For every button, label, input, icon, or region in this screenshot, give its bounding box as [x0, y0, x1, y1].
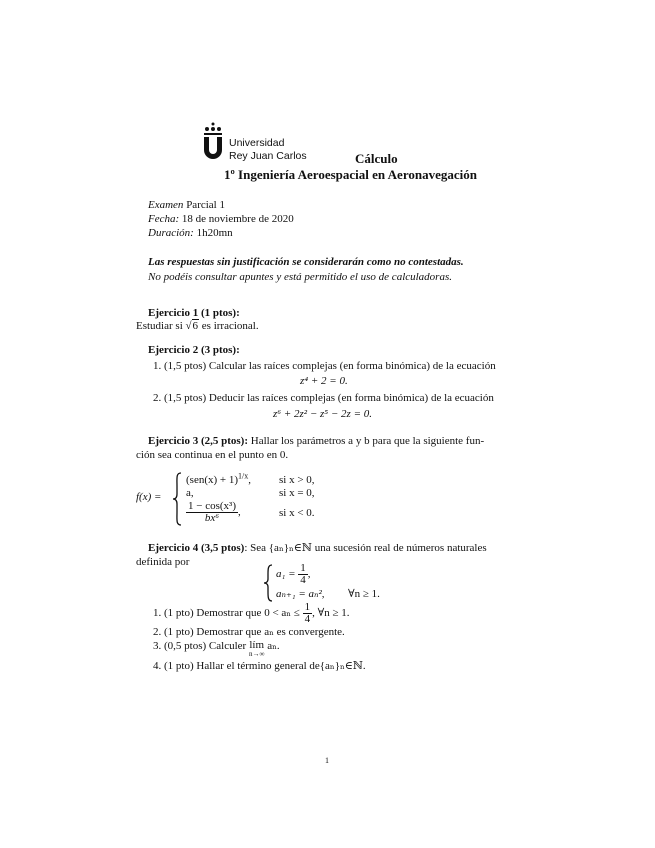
system-eq-1: a₁ = $\frac{1}{4}$ ,	[276, 562, 311, 586]
logo-emblem-icon	[202, 122, 224, 160]
exam-type: Examen Parcial 1	[148, 199, 225, 211]
system-eq-2: aₙ₊₁ = aₙ²,	[276, 588, 325, 600]
case-2: a,	[186, 487, 194, 499]
case-2-cond: si x = 0,	[279, 487, 315, 499]
exam-duration: Duración: 1h20mn	[148, 227, 233, 239]
page-number: 1	[325, 756, 329, 765]
ex4-item-3: 3. (0,5 ptos) Calculer lím n→∞ aₙ.	[153, 639, 280, 658]
warning-note: Las respuestas sin justificación se considerarán como no contestadas.	[148, 256, 464, 268]
ex1-title: Ejercicio 1 (1 ptos):	[148, 307, 240, 319]
ex2-title: Ejercicio 2 (3 ptos):	[148, 344, 240, 356]
ex2-item-2: 2. (1,5 ptos) Deducir las raíces complejas (en forma binómica) de la ecuación	[153, 392, 494, 404]
degree-title: 1º Ingeniería Aeroespacial en Aeronavegación	[224, 167, 477, 182]
course-title: Cálculo	[355, 151, 398, 166]
ex4-text-1: Ejercicio 4 (3,5 ptos): Sea {aₙ}ₙ∈ℕ una sucesión real de números naturales	[148, 542, 487, 554]
ex2-equation-2: z⁶ + 2z² − z⁵ − 2z = 0.	[273, 408, 373, 420]
ex4-item-4: 4. (1 pto) Hallar el término general de{aₙ}ₙ∈ℕ.	[153, 660, 366, 672]
ex4-item-2: 2. (1 pto) Demostrar que aₙ es convergente.	[153, 626, 345, 638]
case-3-cond: si x < 0.	[279, 507, 315, 519]
ex3-text-2: ción sea continua en el punto en 0.	[136, 449, 289, 461]
exam-date: Fecha: 18 de noviembre de 2020	[148, 213, 294, 225]
ex1-text: Estudiar si √6 es irracional.	[136, 320, 259, 332]
system-eq-2-cond: ∀n ≥ 1.	[348, 588, 380, 600]
system-brace	[263, 564, 273, 602]
ex3-text-1: Ejercicio 3 (2,5 ptos): Hallar los parámetros a y b para que la siguiente fun-	[148, 435, 485, 447]
ex2-item-1: 1. (1,5 ptos) Calcular las raíces complejas (en forma binómica) de la ecuación	[153, 360, 496, 372]
ex2-equation-1: z⁴ + 2 = 0.	[300, 375, 348, 387]
left-brace	[172, 472, 182, 526]
logo-text-1: Universidad	[229, 137, 285, 149]
case-3: $\frac{\text{1 − cos(x³)}}{\text{bx⁶}}$ ,	[188, 500, 241, 524]
ex4-item-1: 1. (1 pto) Demostrar que 0 < aₙ ≤ $\frac{1}{4}$ , ∀n ≥ 1.	[153, 601, 350, 625]
case-1: $(sen(x) + 1)^{1/x}$,	[186, 471, 252, 486]
logo-text-2: Rey Juan Carlos	[229, 150, 307, 162]
ex4-text-2: definida por	[136, 556, 190, 568]
rules-note: No podéis consultar apuntes y está permitido el uso de calculadoras.	[148, 271, 452, 283]
case-1-cond: si x > 0,	[279, 474, 315, 486]
fx-label: f(x) =	[136, 491, 162, 503]
